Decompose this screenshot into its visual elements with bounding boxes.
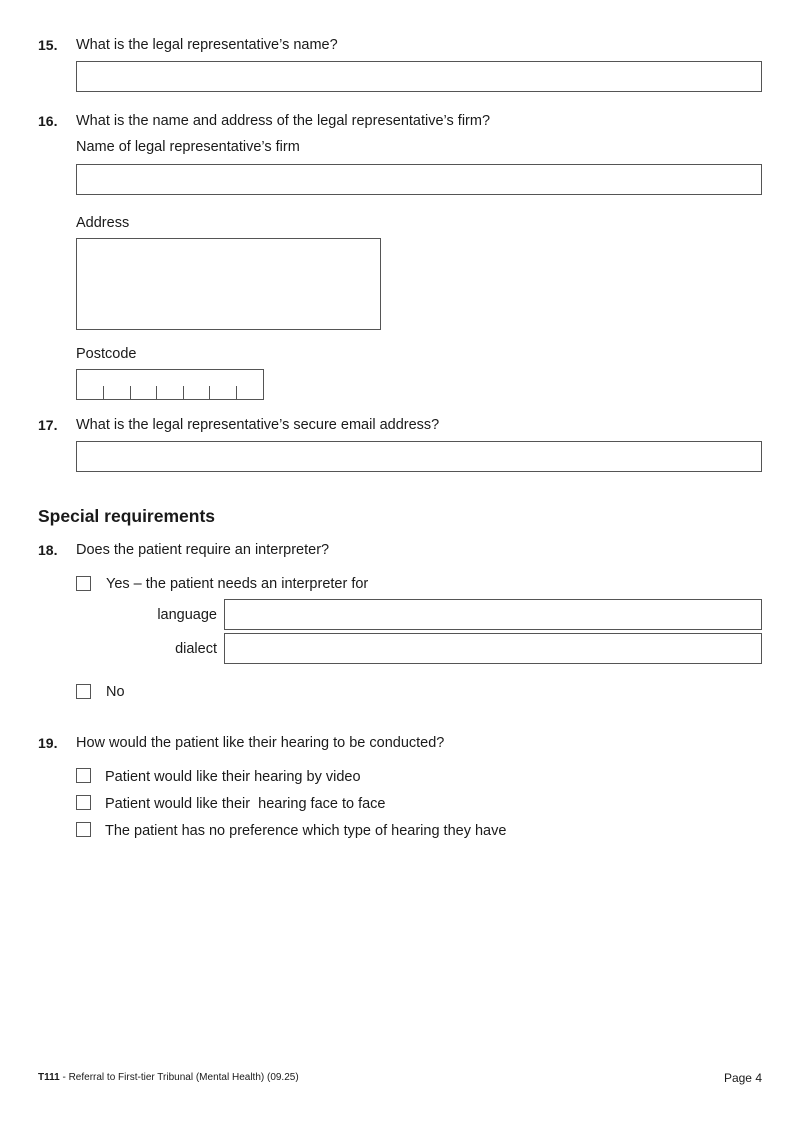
question-16-text: What is the name and address of the legal representative’s firm? [76, 113, 491, 129]
question-18-text: Does the patient require an interpreter? [76, 542, 330, 558]
legal-representative-name-input[interactable] [76, 61, 762, 92]
hearing-no-preference-checkbox[interactable] [76, 822, 91, 837]
interpreter-yes-checkbox[interactable] [76, 576, 91, 591]
question-15-number: 15. [38, 37, 58, 53]
postcode-label: Postcode [76, 346, 137, 362]
hearing-video-label: Patient would like their hearing by video [105, 769, 361, 785]
postcode-divider [236, 386, 237, 399]
secure-email-input[interactable] [76, 441, 762, 472]
interpreter-yes-label: Yes – the patient needs an interpreter for [106, 576, 369, 592]
question-15-text: What is the legal representative’s name? [76, 37, 338, 53]
hearing-face-to-face-label: Patient would like their hearing face to face [105, 796, 386, 812]
question-17-text: What is the legal representative’s secure email address? [76, 417, 440, 433]
hearing-face-to-face-checkbox[interactable] [76, 795, 91, 810]
footer-form-info [38, 1072, 299, 1083]
interpreter-no-label: No [106, 684, 125, 700]
firm-name-label: Name of legal representative’s firm [76, 139, 300, 155]
dialect-input[interactable] [224, 633, 762, 664]
interpreter-no-checkbox[interactable] [76, 684, 91, 699]
language-label: language [157, 607, 217, 623]
postcode-divider [156, 386, 157, 399]
footer-form-code: T111 [38, 1072, 60, 1083]
question-16-number: 16. [38, 113, 58, 129]
postcode-divider [183, 386, 184, 399]
footer-form-title: - Referral to First-tier Tribunal (Mental Health) (09.25) [59, 1072, 299, 1083]
postcode-divider [103, 386, 104, 399]
question-17-number: 17. [38, 417, 58, 433]
hearing-no-preference-label: The patient has no preference which type of hearing they have [105, 823, 507, 839]
language-input[interactable] [224, 599, 762, 630]
address-label: Address [76, 215, 130, 231]
address-input[interactable] [76, 238, 381, 330]
postcode-input[interactable] [76, 369, 264, 400]
hearing-video-checkbox[interactable] [76, 768, 91, 783]
question-18-number: 18. [38, 542, 58, 558]
dialect-label: dialect [175, 641, 217, 657]
page-number: Page 4 [723, 1071, 762, 1085]
question-19-number: 19. [38, 735, 58, 751]
postcode-divider [209, 386, 210, 399]
section-heading: Special requirements [38, 506, 216, 526]
firm-name-input[interactable] [76, 164, 762, 195]
postcode-divider [130, 386, 131, 399]
question-19-text: How would the patient like their hearing to be conducted? [76, 735, 445, 751]
